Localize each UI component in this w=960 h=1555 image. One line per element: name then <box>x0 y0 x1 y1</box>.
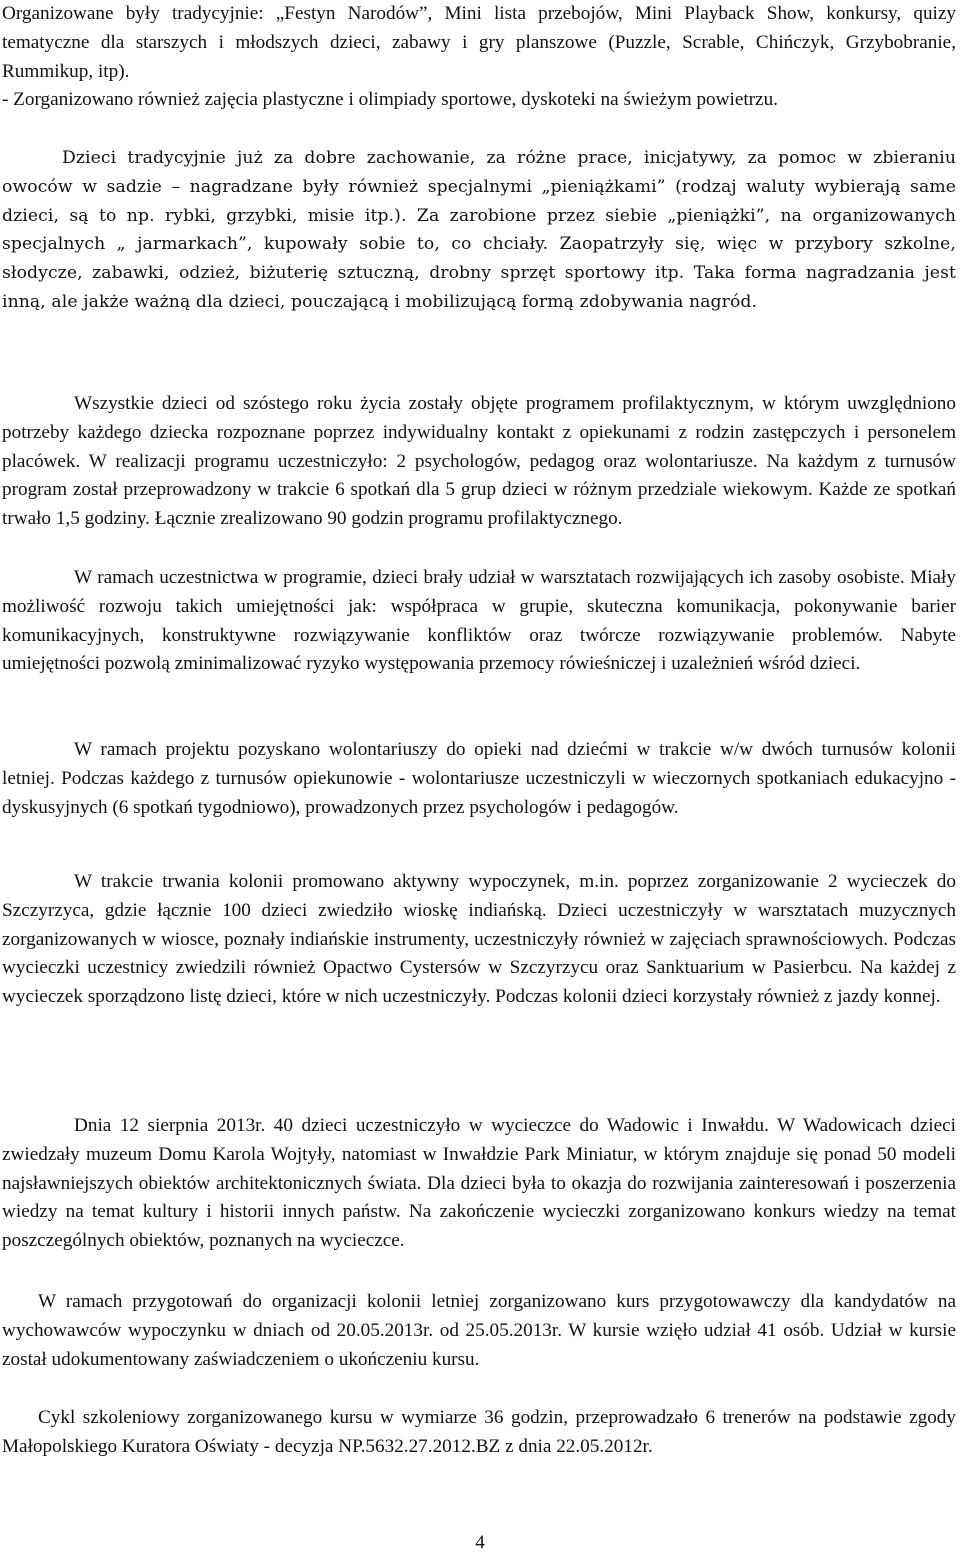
paragraph-training-cycle: Cykl szkoleniowy zorganizowanego kursu w wymiarze 36 godzin, przeprowadzało 6 trenerów na podstawie zgody Małopolskiego Kuratora Oświaty - decyzja NP.5632.27.2012.BZ z dnia 22.05.2012r. <box>2 1407 956 1457</box>
page-number: 4 <box>475 1532 485 1553</box>
paragraph-rewards: Dzieci tradycyjnie już za dobre zachowanie, za różne prace, inicjatywy, za pomoc w zbieraniu owoców w sadzie – nagradzane były również specjalnymi „pieniążkami” (rodzaj waluty wybierają same dzieci, są to np. rybki, grzybki, misie itp.). Za zarobione przez siebie „pieniążki”, na organizowanych specjalnych „ jarmarkach”, kupowały sobie to, co chciały. Zaopatrzyły się, więc w przybory szkolne, słodycze, zabawki, odzież, biżuterię sztuczną, drobny sprzęt sportowy itp. Taka forma nagradzania jest inną, ale jakże ważną dla dzieci, pouczającą i mobilizującą formą zdobywania nagród. <box>2 148 956 312</box>
paragraph-art-sports: - Zorganizowano również zajęcia plastyczne i olimpiady sportowe, dyskoteki na świeżym powietrzu. <box>2 89 778 110</box>
paragraph-course: W ramach przygotowań do organizacji kolonii letniej zorganizowano kurs przygotowawczy dla kandydatów na wychowawców wypoczynku w dniach od 20.05.2013r. od 25.05.2013r. W kursie wzięło udział 41 osób. Udział w kursie został udokumentowany zaświadczeniem o ukończeniu kursu. <box>2 1291 956 1370</box>
paragraph-activities: Organizowane były tradycyjnie: „Festyn Narodów”, Mini lista przebojów, Mini Playback Show, konkursy, quizy tematyczne dla starszych i młodszych dzieci, zabawy i gry planszowe (Puzzle, Scrable, Chińczyk, Grzybobranie, Rummikup, itp). <box>2 3 956 82</box>
paragraph-excursions: W trakcie trwania kolonii promowano aktywny wypoczynek, m.in. poprzez zorganizowanie 2 wycieczek do Szczyrzyca, gdzie łącznie 100 dzieci zwiedziło wioskę indiańską. Dzieci uczestniczyły w warsztatach muzycznych zorganizowanych w wiosce, poznały indiańskie instrumenty, uczestniczyły również w zajęciach sprawnościowych. Podczas wycieczki uczestnicy zwiedzili również Opactwo Cystersów w Szczyrzycu oraz Sanktuarium w Pasierbcu. Na każdej z wycieczek sporządzono listę dzieci, które w nich uczestniczyły. Podczas kolonii dzieci korzystały również z jazdy konnej. <box>2 871 956 1008</box>
paragraph-workshops: W ramach uczestnictwa w programie, dzieci brały udział w warsztatach rozwijających ich zasoby osobiste. Miały możliwość rozwoju takich umiejętności jak: współpraca w grupie, skuteczna komunikacja, pokonywanie barier komunikacyjnych, konstruktywne rozwiązywanie konfliktów oraz twórcze rozwiązywanie problemów. Nabyte umiejętności pozwolą zminimalizować ryzyko występowania przemocy rówieśniczej i uzależnień wśród dzieci. <box>2 567 956 675</box>
paragraph-wadowice-trip: Dnia 12 sierpnia 2013r. 40 dzieci uczestniczyło w wycieczce do Wadowic i Inwałdu. W Wadowicach dzieci zwiedzały muzeum Domu Karola Wojtyły, natomiast w Inwałdzie Park Miniatur, w którym znajduje się ponad 50 modeli najsławniejszych obiektów architektonicznych świata. Dla dzieci była to okazja do rozwijania zainteresowań i poszerzenia wiedzy na temat kultury i historii innych państw. Na zakończenie wycieczki zorganizowano konkurs wiedzy na temat poszczególnych obiektów, poznanych na wycieczce. <box>2 1115 956 1252</box>
paragraph-prevention-program: Wszystkie dzieci od szóstego roku życia zostały objęte programem profilaktycznym, w którym uwzględniono potrzeby każdego dziecka rozpoznane poprzez indywidualny kontakt z opiekunami z rodzin zastępczych i personelem placówek. W realizacji programu uczestniczyło: 2 psychologów, pedagog oraz wolontariusze. Na każdym z turnusów program został przeprowadzony w trakcie 6 spotkań dla 5 grup dzieci w różnym przedziale wiekowym. Każde ze spotkań trwało 1,5 godziny. Łącznie zrealizowano 90 godzin programu profilaktycznego. <box>2 393 956 530</box>
paragraph-volunteers: W ramach projektu pozyskano wolontariuszy do opieki nad dziećmi w trakcie w/w dwóch turnusów kolonii letniej. Podczas każdego z turnusów opiekunowie - wolontariusze uczestniczyli w wieczornych spotkaniach edukacyjno - dyskusyjnych (6 spotkań tygodniowo), prowadzonych przez psychologów i pedagogów. <box>2 739 956 818</box>
